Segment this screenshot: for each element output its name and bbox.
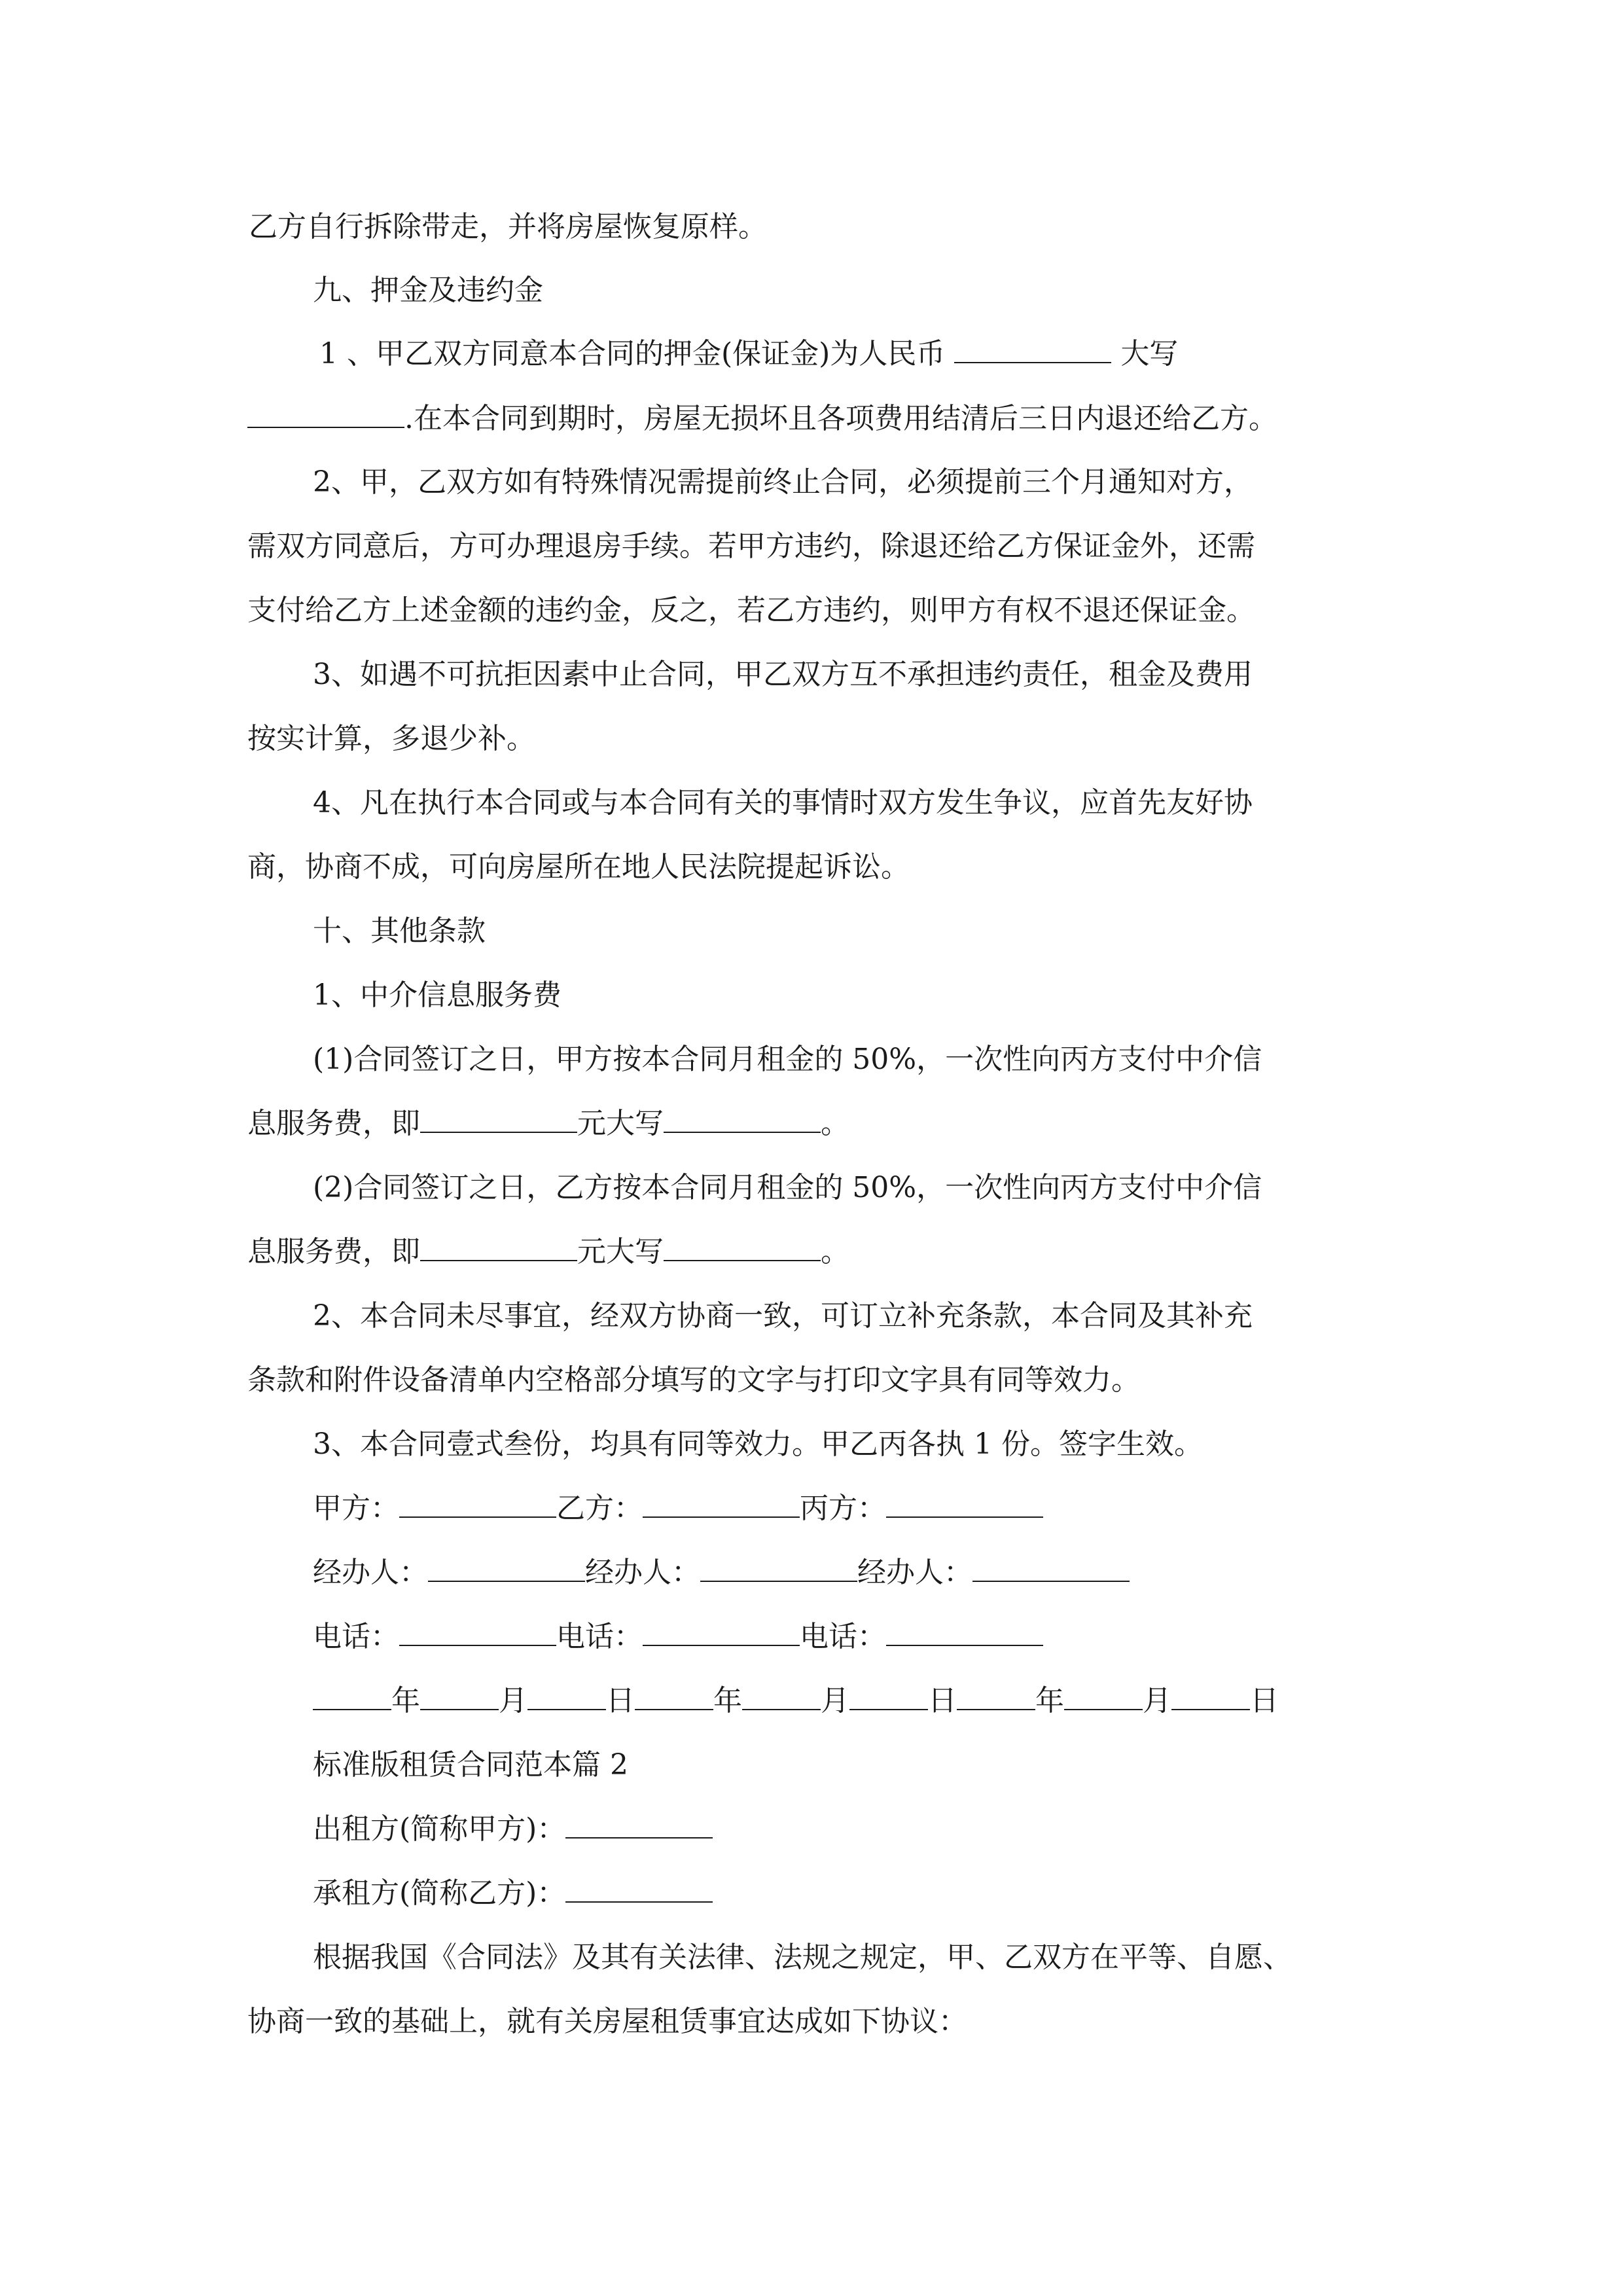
fill-blank[interactable] bbox=[565, 1812, 713, 1839]
signature-row-party: 甲方： 乙方： 丙方： bbox=[313, 1489, 1043, 1528]
fill-blank[interactable] bbox=[313, 1684, 391, 1710]
text-line: 乙方自行拆除带走，并将房屋恢复原样。 bbox=[249, 210, 767, 243]
text-line: 协商一致的基础上，就有关房屋租赁事宜达成如下协议： bbox=[247, 2005, 967, 2038]
text-line: 出租方(简称甲方)： bbox=[313, 1810, 713, 1849]
signature-row-date: 年 月 日 年 月 日 年 月 日 bbox=[313, 1681, 1279, 1721]
text-line: 根据我国《合同法》及其有关法律、法规之规定，甲、乙双方在平等、自愿、 bbox=[313, 1941, 1292, 1974]
fill-blank[interactable] bbox=[742, 1684, 821, 1710]
section-title: 标准版租赁合同范本篇 2 bbox=[313, 1748, 628, 1782]
fill-blank[interactable] bbox=[420, 1235, 577, 1261]
fill-blank[interactable] bbox=[399, 1492, 556, 1518]
text-line: 4、凡在执行本合同或与本合同有关的事情时双方发生争议，应首先友好协 bbox=[313, 786, 1253, 819]
text-line: 息服务费，即 元大写 。 bbox=[247, 1107, 849, 1140]
section-heading: 九、押金及违约金 bbox=[313, 274, 543, 307]
fill-blank[interactable] bbox=[643, 1620, 800, 1646]
fill-blank[interactable] bbox=[972, 1556, 1130, 1582]
text-line: 需双方同意后，方可办理退房手续。若甲方违约，除退还给乙方保证金外，还需 bbox=[247, 529, 1255, 563]
text-line: 条款和附件设备清单内空格部分填写的文字与打印文字具有同等效力。 bbox=[247, 1363, 1140, 1397]
fill-blank[interactable] bbox=[664, 1107, 821, 1133]
fill-blank[interactable] bbox=[886, 1620, 1043, 1646]
fill-blank[interactable] bbox=[635, 1684, 713, 1710]
fill-blank[interactable] bbox=[664, 1235, 821, 1261]
fill-blank[interactable] bbox=[643, 1492, 800, 1518]
text-line: 2、甲，乙双方如有特殊情况需提前终止合同，必须提前三个月通知对方， bbox=[313, 465, 1253, 499]
fill-blank[interactable] bbox=[700, 1556, 857, 1582]
text-line: 3、如遇不可抗拒因素中止合同，甲乙双方互不承担违约责任，租金及费用 bbox=[313, 658, 1253, 691]
text-line: 商，协商不成，可向房屋所在地人民法院提起诉讼。 bbox=[247, 850, 910, 884]
section-heading: 十、其他条款 bbox=[313, 914, 486, 948]
text-line: 承租方(简称乙方)： bbox=[313, 1874, 713, 1913]
signature-row-agent: 经办人： 经办人： 经办人： bbox=[313, 1553, 1130, 1592]
fill-blank[interactable] bbox=[1064, 1684, 1143, 1710]
fill-blank[interactable] bbox=[428, 1556, 585, 1582]
fill-blank[interactable] bbox=[849, 1684, 928, 1710]
fill-blank[interactable] bbox=[527, 1684, 606, 1710]
fill-blank[interactable] bbox=[886, 1492, 1043, 1518]
fill-blank[interactable] bbox=[247, 402, 404, 428]
fill-blank[interactable] bbox=[565, 1876, 713, 1903]
text-line: 按实计算，多退少补。 bbox=[247, 722, 535, 755]
fill-blank[interactable] bbox=[1171, 1684, 1250, 1710]
text-line: 1、中介信息服务费 bbox=[313, 978, 562, 1012]
fill-blank[interactable] bbox=[420, 1684, 499, 1710]
text-line: 3、本合同壹式叁份，均具有同等效力。甲乙丙各执 1 份。签字生效。 bbox=[313, 1427, 1203, 1461]
fill-blank[interactable] bbox=[957, 1684, 1035, 1710]
signature-row-phone: 电话： 电话： 电话： bbox=[313, 1617, 1043, 1657]
text-line: 2、本合同未尽事宜，经双方协商一致，可订立补充条款，本合同及其补充 bbox=[313, 1299, 1253, 1333]
fill-blank[interactable] bbox=[399, 1620, 556, 1646]
text-line: 息服务费，即 元大写 。 bbox=[247, 1235, 849, 1268]
text-line: .在本合同到期时，房屋无损坏且各项费用结清后三日内退还给乙方。 bbox=[247, 399, 1277, 439]
fill-blank[interactable] bbox=[420, 1107, 577, 1133]
text-line: (1)合同签订之日，甲方按本合同月租金的 50%，一次性向丙方支付中介信 bbox=[313, 1043, 1262, 1076]
text-line: 支付给乙方上述金额的违约金，反之，若乙方违约，则甲方有权不退还保证金。 bbox=[247, 594, 1255, 627]
text-line: (2)合同签订之日，乙方按本合同月租金的 50%，一次性向丙方支付中介信 bbox=[313, 1171, 1262, 1204]
fill-blank[interactable] bbox=[954, 337, 1111, 363]
text-line: 1 、甲乙双方同意本合同的押金(保证金)为人民币 大写 bbox=[319, 337, 1179, 370]
